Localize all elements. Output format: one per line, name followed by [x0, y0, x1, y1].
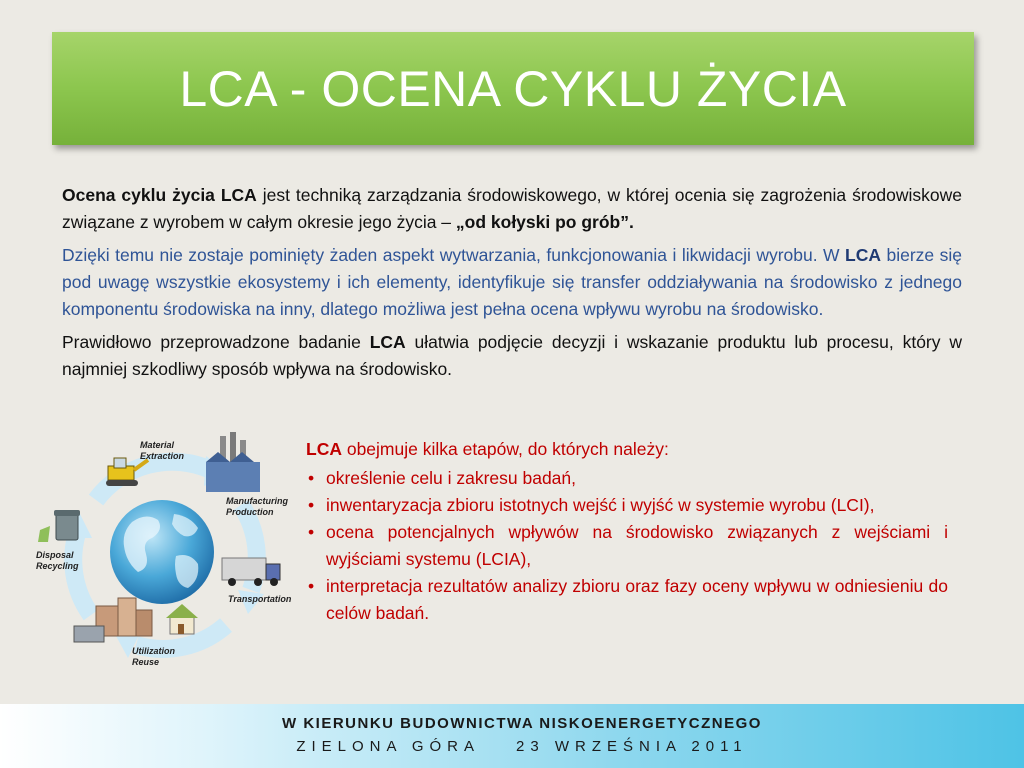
list-item: [306, 465, 948, 492]
stages-items: [306, 465, 948, 627]
bullet-icon: •: [308, 522, 315, 542]
list-item: [306, 519, 948, 573]
footer-city: ZIELONA GÓRA: [296, 738, 481, 755]
definition-quote: „od kołyski po grób”.: [455, 212, 634, 232]
lifecycle-diagram: [36, 430, 296, 680]
label-transportation: Transportation: [228, 594, 292, 604]
paragraph-decision: [62, 329, 962, 383]
paragraph-scope: [62, 242, 962, 323]
definition-text: jest techniką zarządzania środowiskowego, w której ocenia się zagrożenia środowiskowe związane z wyrobem w całym okresie jego życia –: [62, 185, 962, 232]
list-item-text: określenie celu i zakresu badań,: [326, 468, 577, 488]
label-disposal: Disposal: [36, 550, 74, 560]
footer-line-2: [0, 738, 1024, 755]
bullet-icon: •: [308, 495, 315, 515]
label-manufacturing: Manufacturing: [226, 496, 288, 506]
title-bar: [52, 32, 974, 145]
house-icon: [166, 604, 198, 634]
content-area: [62, 182, 962, 389]
stages-intro-text: obejmuje kilka etapów, do których należy:: [341, 439, 669, 459]
factory-icon: [206, 432, 260, 492]
scope-text-1: Dzięki temu nie zostaje pominięty żaden aspekt wytwarzania, funkcjonowania i likwidacji wyrobu. W: [62, 245, 846, 265]
decision-lca: LCA: [369, 332, 406, 352]
definition-lead: Ocena cyklu życia LCA: [62, 185, 257, 205]
bullet-icon: •: [308, 468, 315, 488]
paragraph-definition: [62, 182, 962, 236]
decision-text-1: Prawidłowo przeprowadzone badanie: [62, 332, 370, 352]
label-utilization: Utilization: [132, 646, 175, 656]
decision-text-2: ułatwia podjęcie decyzji i wskazanie produktu lub procesu, który w najmniej szkodliwy sposób wpływa na środowisko.: [62, 332, 962, 379]
label-material: Material: [140, 440, 175, 450]
stages-list: [306, 436, 948, 627]
list-item-text: ocena potencjalnych wpływów na środowisko związanych z wejściami i wyjściami systemu (LCIA),: [326, 522, 948, 569]
recycling-bin-icon: [38, 510, 80, 542]
footer-line-1: W KIERUNKU BUDOWNICTWA NISKOENERGETYCZNEGO: [282, 715, 762, 732]
footer-banner: [0, 704, 1024, 768]
label-production: Production: [226, 507, 274, 517]
lifecycle-diagram-svg: [36, 430, 296, 680]
slide-title: LCA - OCENA CYKLU ŻYCIA: [179, 60, 847, 117]
list-item-text: inwentaryzacja zbioru istotnych wejść i wyjść w systemie wyrobu (LCI),: [326, 495, 875, 515]
globe-icon: [110, 500, 214, 604]
list-item: [306, 492, 948, 519]
scope-text-2: bierze się pod uwagę wszystkie ekosystemy i ich elementy, identyfikuje się transfer oddziaływania na środowisko z jednego komponentu środowiska na inny, dlatego możliwa jest pełna ocena wpływu wyrobu na środowisko.: [62, 245, 962, 319]
list-item-text: interpretacja rezultatów analizy zbioru oraz fazy oceny wpływu w odniesieniu do celów badań.: [326, 576, 948, 623]
label-recycling: Recycling: [36, 561, 79, 571]
footer-date: 23 WRZEŚNIA 2011: [516, 738, 748, 755]
label-extraction: Extraction: [140, 451, 185, 461]
scope-lca: LCA: [845, 245, 882, 265]
list-item: [306, 573, 948, 627]
label-reuse: Reuse: [132, 657, 160, 667]
stages-intro-lca: LCA: [306, 439, 342, 459]
stages-intro: [306, 436, 948, 463]
bullet-icon: •: [308, 576, 315, 596]
